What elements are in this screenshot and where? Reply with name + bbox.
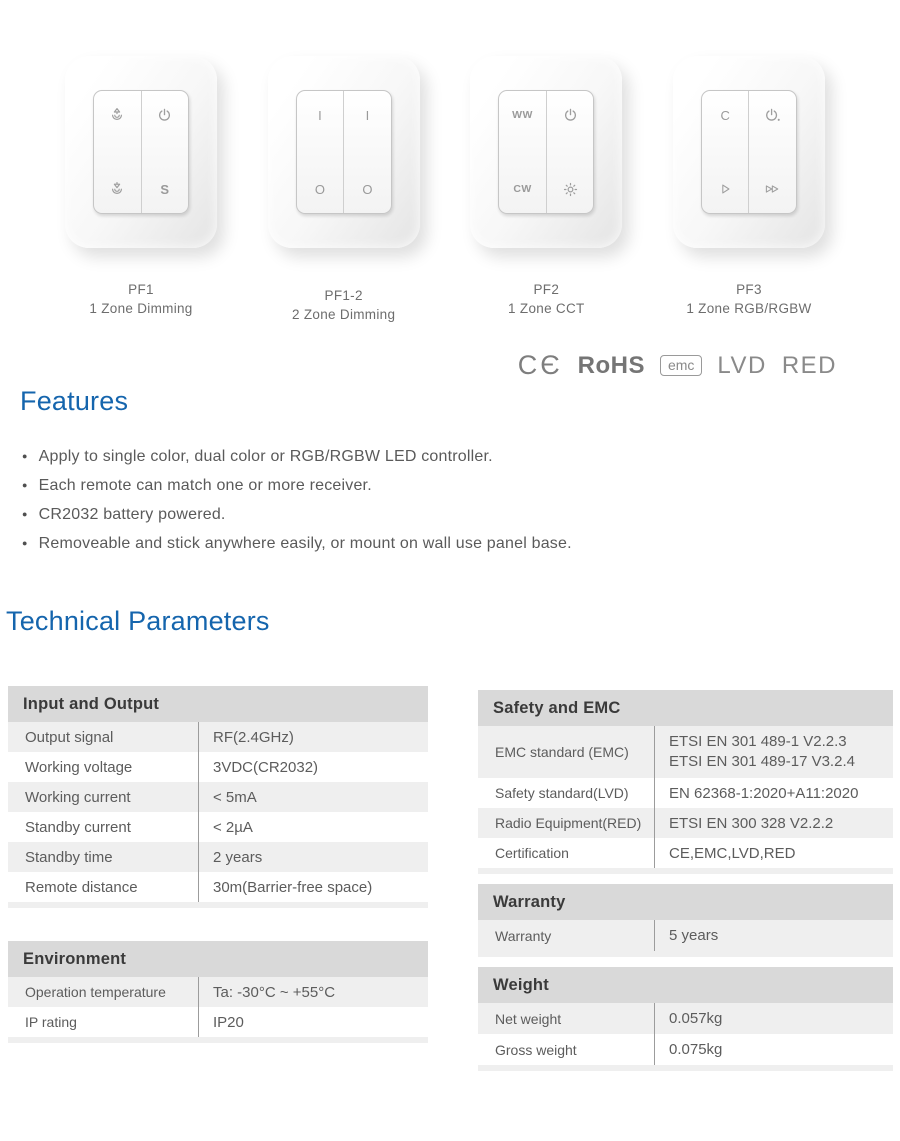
warm-white-label: WW	[512, 109, 533, 121]
rohs-mark: RoHS	[577, 351, 645, 379]
pf1-scene-label: S	[160, 181, 170, 197]
pf1-2-zone1-off-button	[315, 180, 325, 198]
table-row: Working voltage 3VDC(CR2032)	[8, 752, 428, 782]
play-icon	[718, 182, 732, 196]
tech-right-column	[478, 690, 893, 1071]
pf1-power-button	[157, 106, 172, 124]
pf3-color-button	[721, 106, 730, 124]
pf1-scene-button	[160, 180, 169, 198]
pf1-dim-down-button	[109, 180, 125, 198]
feature-item: ● Each remote can match one or more receiver.	[22, 471, 572, 500]
table-row: Operation temperature Ta: -30°C ~ +55°C	[8, 977, 428, 1007]
table-header: Weight	[478, 967, 893, 1003]
product-pf3	[673, 56, 825, 324]
safety-emc-table	[478, 690, 893, 874]
pf1-model-caption: 1 Zone Dimming	[89, 301, 193, 316]
pf2-brightness-button	[563, 180, 578, 198]
product-pf1	[65, 56, 217, 324]
pf1-2-model-caption: 2 Zone Dimming	[292, 307, 396, 322]
table-row: Working current < 5mA	[8, 782, 428, 812]
pf3-speed-button	[763, 180, 782, 198]
product-pf2	[470, 56, 622, 324]
ce-mark-icon: CЄ	[517, 350, 563, 380]
zone1-on-label: I	[318, 107, 322, 123]
zone1-off-label: O	[314, 181, 325, 197]
power-icon	[157, 108, 172, 123]
table-row: IP rating IP20	[8, 1007, 428, 1037]
product-pf1-2	[268, 56, 420, 324]
pf1-2-zone1-on-button	[318, 106, 322, 124]
features-heading: Features	[20, 386, 129, 416]
table-row: EMC standard (EMC) ETSI EN 301 489-1 V2.2.3 ETSI EN 301 489-17 V3.2.4	[478, 726, 893, 778]
table-row: Certification CE,EMC,LVD,RED	[478, 838, 893, 868]
table-header: Input and Output	[8, 686, 428, 722]
pf3-power-button	[765, 106, 781, 124]
power-icon	[563, 108, 578, 123]
color-label: C	[720, 107, 730, 123]
pf1-2-wall-plate	[268, 56, 420, 248]
product-images-row	[65, 56, 825, 324]
pf1-2-rocker	[296, 90, 392, 214]
power-dot-icon	[765, 108, 781, 123]
warranty-table	[478, 884, 893, 957]
pf3-model-name: PF3	[736, 282, 762, 297]
pf2-warm-white-button	[512, 106, 533, 124]
pf2-rocker	[498, 90, 594, 214]
pf1-2-zone2-off-button	[362, 180, 372, 198]
pf1-rocker	[93, 90, 189, 214]
table-row: Net weight 0.057kg	[478, 1003, 893, 1034]
pf3-play-button	[718, 180, 732, 198]
table-row: Output signal RF(2.4GHz)	[8, 722, 428, 752]
table-header: Environment	[8, 941, 428, 977]
input-output-table	[8, 686, 428, 908]
emc-mark: emc	[660, 355, 702, 376]
pf3-model-caption: 1 Zone RGB/RGBW	[686, 301, 812, 316]
table-row: Standby current < 2µA	[8, 812, 428, 842]
fast-forward-icon	[763, 182, 782, 196]
weight-table	[478, 967, 893, 1071]
table-row: Radio Equipment(RED) ETSI EN 300 328 V2.2.2	[478, 808, 893, 838]
pf2-model-name: PF2	[533, 282, 560, 297]
pf2-power-button	[563, 106, 578, 124]
pf1-wall-plate	[65, 56, 217, 248]
table-row: Warranty 5 years	[478, 920, 893, 951]
pf3-wall-plate	[673, 56, 825, 248]
pf1-dim-up-button	[109, 106, 125, 124]
feature-item: ● Apply to single color, dual color or RGB/RGBW LED controller.	[22, 442, 572, 471]
feature-item: ● Removeable and stick anywhere easily, or mount on wall use panel base.	[22, 529, 572, 558]
table-row: Standby time 2 years	[8, 842, 428, 872]
pf1-2-zone2-on-button	[366, 106, 370, 124]
zone2-on-label: I	[365, 107, 370, 123]
table-row: Safety standard(LVD) EN 62368-1:2020+A11:2020	[478, 778, 893, 808]
pf1-2-model-name: PF1-2	[324, 288, 363, 303]
pf2-wall-plate	[470, 56, 622, 248]
table-row: Remote distance 30m(Barrier-free space)	[8, 872, 428, 902]
table-row: Gross weight 0.075kg	[478, 1034, 893, 1065]
pf2-model-caption: 1 Zone CCT	[508, 301, 585, 316]
pf2-cool-white-button	[513, 180, 532, 198]
features-list	[22, 442, 572, 558]
table-header: Warranty	[478, 884, 893, 920]
dim-down-icon	[109, 181, 125, 197]
zone2-off-label: O	[362, 181, 373, 197]
pf1-model-name: PF1	[128, 282, 154, 297]
red-mark: RED	[781, 351, 837, 379]
tech-left-column	[8, 686, 428, 1043]
dim-up-icon	[109, 107, 125, 123]
lvd-mark: LVD	[717, 351, 767, 379]
certification-marks	[518, 350, 837, 381]
pf3-rocker	[701, 90, 797, 214]
feature-item: ● CR2032 battery powered.	[22, 500, 572, 529]
cool-white-label: CW	[513, 183, 532, 195]
table-header: Safety and EMC	[478, 690, 893, 726]
brightness-icon	[563, 182, 578, 197]
environment-table	[8, 941, 428, 1043]
technical-parameters-heading: Technical Parameters	[6, 606, 270, 636]
